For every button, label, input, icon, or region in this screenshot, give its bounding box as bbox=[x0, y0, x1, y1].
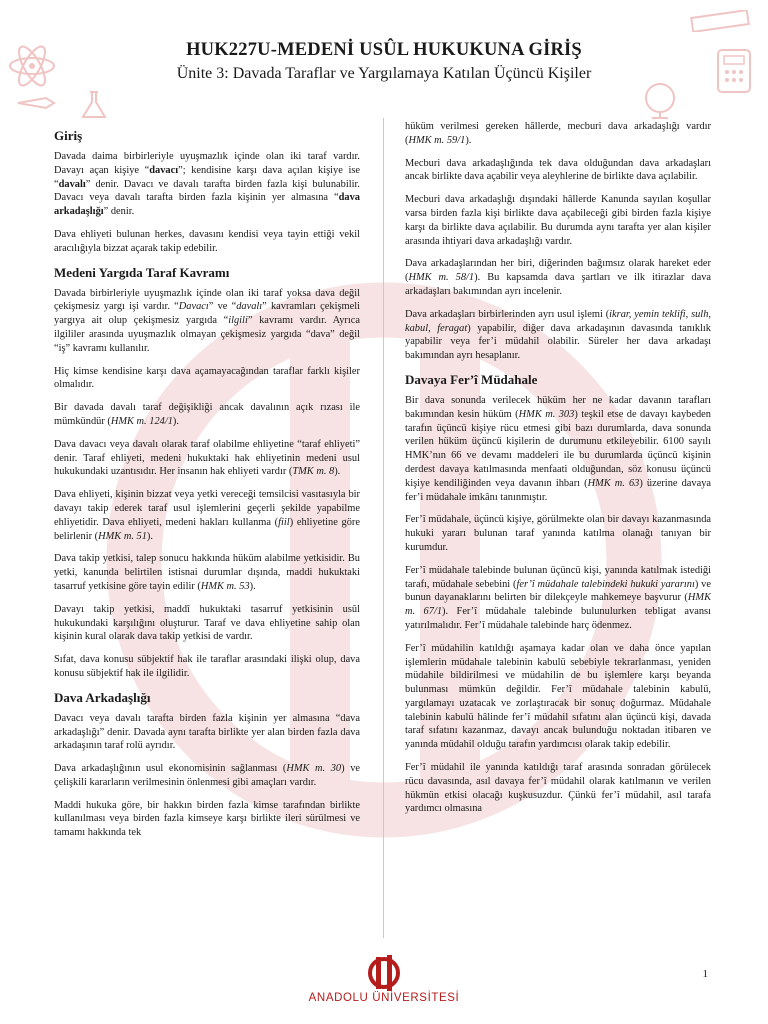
paragraph: Mecburi dava arkadaşlığı dışındaki hâllerde Kanunda sayılan koşullar varsa birden fazla kişi birlikte dava açabileceği gibi birden fazla kişiye karşı da birlikte dava açılabilir. Bu durumda aynı tarafta yer alan kişiler arasında ihtiyari dava arkadaşlığı vardır. bbox=[405, 194, 711, 247]
page-title: HUK227U-MEDENİ USÛL HUKUKUNA GİRİŞ bbox=[186, 40, 582, 60]
section-heading-medeni-yargi: Medeni Yargıda Taraf Kavramı bbox=[54, 264, 230, 280]
globe-icon bbox=[640, 80, 680, 120]
university-logo-icon bbox=[331, 955, 437, 991]
paragraph: Davada birbirleriyle uyuşmazlık içinde olan iki taraf yoksa dava değil çekişmesiz yargı işi vardır. “Davacı” ve “davalı” kavramları çekişmeli yargıya ait olup çekişmesiz yargıda “ilgili” kavramı vardır. Ayrıca ilgililer arasında uyuşmazlık olmayan çekişmesiz yargıda “dava” değil “iş” kavramı kullanılır. bbox=[54, 287, 360, 354]
paragraph: Dava arkadaşlarından her biri, diğerinden bağımsız olarak hareket eder (HMK m. 58/1). Bu kapsamda dava şartları ve ilk itirazlar dava arkadaşları bakımından ayrı incelenir. bbox=[405, 258, 711, 297]
paragraph: Dava arkadaşlığının usul ekonomisinin sağlanması (HMK m. 30) ve çelişkili kararların verilmesinin önlenmesi gibi amaçları vardır. bbox=[54, 763, 360, 788]
paragraph: Dava takip yetkisi, talep sonucu hakkında hüküm alabilme yetkisidir. Bu yetki, kanunda belirtilen istisnai durumlar dışında, maddi hukuktaki tasarruf yetkisine göre tayin edilir (HMK m. 53). bbox=[54, 553, 360, 592]
university-name: ANADOLU ÜNİVERSİTESİ bbox=[308, 992, 460, 1004]
paragraph: Bir davada davalı taraf değişikliği ancak davalının açık rızası ile mümkündür (HMK m. 124/1). bbox=[54, 402, 360, 427]
paragraph: Fer’î müdahale, üçüncü kişiye, görülmekte olan bir davayı kazanmasında hukuki yararı bulunan taraf yanında katılma olanağı tanıyan bir kurumdur. bbox=[405, 514, 711, 553]
section-heading-giris: Giriş bbox=[54, 128, 83, 143]
paragraph: Hiç kimse kendisine karşı dava açamayacağından taraflar farklı kişiler olmalıdır. bbox=[54, 365, 360, 391]
flask-icon bbox=[80, 90, 108, 120]
page-number: 1 bbox=[702, 968, 708, 980]
paragraph: Bir dava sonunda verilecek hüküm her ne kadar davanın tarafları bakımından kesin hüküm (HMK m. 303) teşkil etse de davayı kaybeden tarafın üçüncü kişiye rücu etmesi gibi bazı durumlarda, dava sonunda verilen hüküm üçüncü kişilerin de durumunu etkileyebilir. 6100 sayılı HMK’nın 66 ve devamı maddeleri ile bu durumlarda üçüncü kişinin derdest davaya katılmasında menfaati olduğundan, söz konusu üçüncü kişiye kendiliğinden veya davanın ihbarı (HMK m. 63) üzerine davaya fer’i müdahale imkânı tanınmıştır. bbox=[405, 394, 711, 503]
paragraph: Davayı takip yetkisi, maddî hukuktaki tasarruf yetkisinin usûl hukukundaki karşılığını oluşturur. Taraf ve dava ehliyetine sahip olan kişinin kural olarak dava takip yetkisi de vardır. bbox=[54, 603, 360, 643]
paragraph: Sıfat, dava konusu sübjektif hak ile taraflar arasındaki ilişki olup, dava konusu sübjektif hak ile ilgilidir. bbox=[54, 654, 360, 679]
page-subtitle: Ünite 3: Davada Taraflar ve Yargılamaya Katılan Üçüncü Kişiler bbox=[176, 65, 592, 82]
ruler-icon bbox=[690, 10, 750, 32]
column-divider bbox=[383, 118, 384, 938]
paragraph: Dava arkadaşları birbirlerinden ayrı usul işlemi (ikrar, yemin teklifi, sulh, kabul, feragat) yapabilir, diğer dava arkadaşının davasında tanıklık yapabilir veya fer’i müdahil olabilir. Süreler her dava arkadaşı bakımından ayrı hesaplanır. bbox=[405, 308, 711, 362]
paragraph: hüküm verilmesi gereken hâllerde, mecburi dava arkadaşlığı vardır (HMK m. 59/1). bbox=[405, 121, 711, 146]
left-column bbox=[54, 118, 360, 948]
section-heading-feri-mudahale: Davaya Fer’î Müdahale bbox=[405, 371, 538, 387]
paragraph: Dava davacı veya davalı olarak taraf olabilme ehliyetine “taraf ehliyeti” denir. Taraf ehliyeti, medeni hukuktaki hak ehliyetinin medeni usul hukukundaki uzantısıdır. Her insanın hak ehliyeti vardır (TMK m. 8). bbox=[54, 438, 360, 478]
pencil-icon bbox=[16, 96, 56, 110]
paragraph: Dava ehliyeti, kişinin bizzat veya yetki vereceği temsilcisi vasıtasıyla bir davayı takip ederek taraf usul işlemlerini geçerli şekilde yapabilme ehliyetidir. Dava ehliyeti, medeni hakları kullanma (fiil) ehliyetine göre belirlenir (HMK m. 51). bbox=[54, 489, 360, 542]
paragraph: Davada daima birbirleriyle uyuşmazlık içinde olan iki taraf vardır. Davayı açan kişiye “davacı”; kendisine karşı dava açılan kişiye ise “davalı” denir. Davacı ve davalı tarafta birden fazla kişi bulunabilir. Davacı veya davalı tarafta birden fazla kişinin yer almasına “dava arkadaşlığı” denir. bbox=[54, 151, 360, 218]
paragraph: Maddi hukuka göre, bir hakkın birden fazla kimse tarafından birlikte kullanılması veya birden fazla kimseye karşı birlikte ileri sürülmesi ve tamamı hakkında tek bbox=[54, 799, 360, 839]
paragraph: Davacı veya davalı tarafta birden fazla kişinin yer almasına “dava arkadaşlığı” denir. Davada aynı tarafta birlikte yer alan birden fazla dava arkadaşının taraf rolü ayrıdır. bbox=[54, 712, 360, 752]
paragraph: Fer’î müdahil ile yanında katıldığı taraf arasında sonradan görülecek rücu davasında, asıl davaya fer’î müdahil olarak katılmanın ve verilen hükmün etkisi olacağı kuşkusuzdur. Çünkü fer’î müdahil, asıl tarafa yardımcı olmasına bbox=[405, 762, 711, 815]
paragraph: Mecburi dava arkadaşlığında tek dava olduğundan dava arkadaşları ancak birlikte dava açabilir veya aleyhlerine de birlikte dava açılabilir. bbox=[405, 157, 711, 183]
paragraph: Fer’î müdahilin katıldığı aşamaya kadar olan ve daha önce yapılan işlemlerin müdahale talebinin kabulü sebebiyle tekrarlanması, yeniden müdahile bildirilmesi ve müdahilin de bu işlemlere karşı beyanda bulunması mümkün değildir. Fer’î müdahale talebinin kabulü, yargılamayı uzatacak ve zorlaştıracak bir sonuç doğurmaz. Müdahale talebinin kabulü hâlinde fer’î müdahil sıfatını alan üçüncü kişi, davada taraf sıfatını kazanmaz, davayı ancak bulunduğu noktadan itibaren ve yanında müdahil olduğu tarafın yardımcısı olarak takip edebilir. bbox=[405, 642, 711, 751]
right-column bbox=[405, 120, 711, 950]
paragraph: Dava ehliyeti bulunan herkes, davasını kendisi veya tayin ettiği vekil aracılığıyla bizzat açarak takip edebilir. bbox=[54, 228, 360, 254]
section-heading-dava-arkadasligi: Dava Arkadaşlığı bbox=[54, 689, 151, 705]
paragraph: Fer’î müdahale talebinde bulunan üçüncü kişi, yanında katılmak istediği tarafı, müdahale sebebini (fer’î müdahale talebindeki hukuki yararını) ve bunun dayanaklarını belirten bir dilekçeyle mahkemeye başvurur (HMK m. 67/1). Fer’î müdahale talebinde bulunulurken tebligat avansı yatırılmalıdır. Fer’î müdahale talebinde harç ödenmez. bbox=[405, 564, 711, 631]
